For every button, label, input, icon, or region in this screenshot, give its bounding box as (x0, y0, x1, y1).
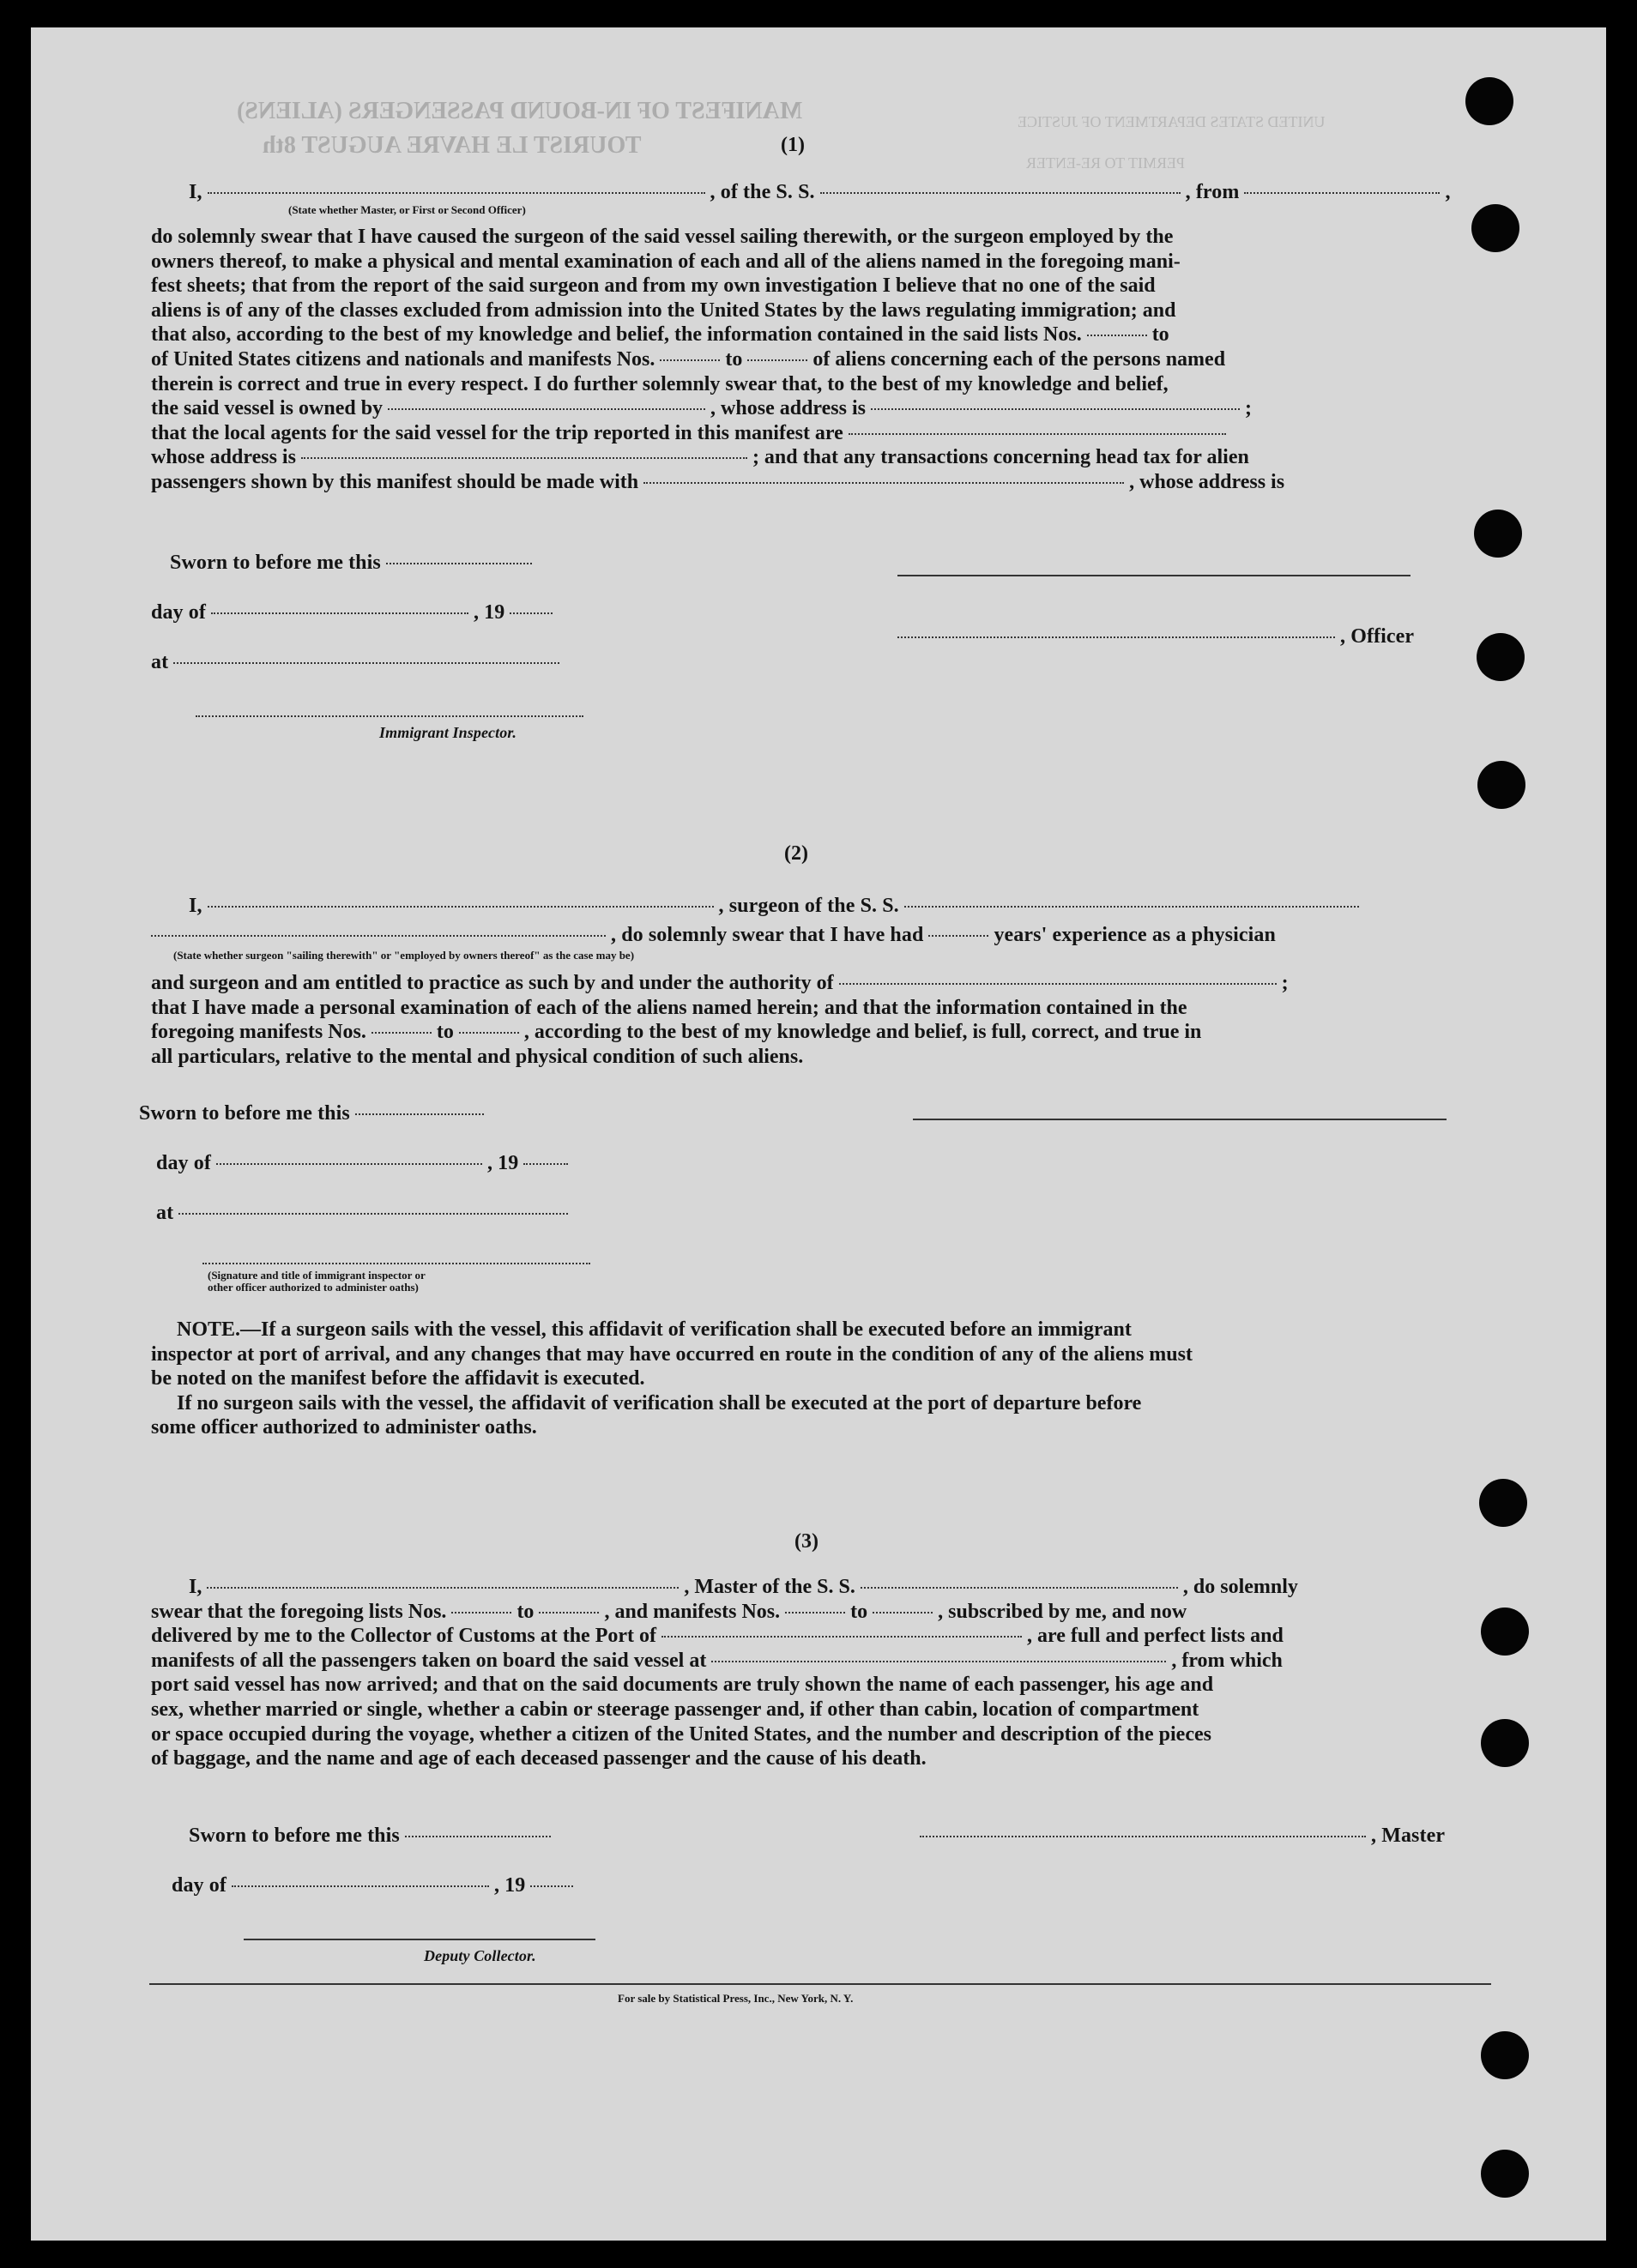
binder-hole (1477, 761, 1525, 809)
sec3-day-of: day of , 19 (172, 1873, 578, 1898)
sec3-para: I, , Master of the S. S. , do solemnly swear that the foregoing lists Nos. to , and manifests Nos. to , subscribed by me, and now delivered by me to the Collector of Customs at the Port of , are full and perfect lists and manifests of all the passengers taken on board the said vessel at , from which port said vessel has now arrived; and that on the said documents are truly shown the name of each passenger, his age and sex, whether married or single, whether a cabin or steerage passenger and, if other than cabin, location of compartment or space occupied during the voyage, whether a citizen of the United States, and the number and description of the pieces of baggage, and the name and age of each deceased passenger and the cause of his death. (151, 1576, 1298, 1770)
form-page (31, 27, 1606, 2241)
bleed-through-text: PERMIT TO RE-ENTER (1026, 154, 1186, 172)
sec2-para: and surgeon and am entitled to practice as such by and under the authority of ; that I have made a personal examination of each of the aliens named herein; and that the information contained in the foregoing manifests Nos. to , according to the best of my knowledge and belief, is full, correct, and true in all particulars, relative to the mental and physical condition of such aliens. (151, 972, 1289, 1068)
sec3-collector-label: Deputy Collector. (424, 1947, 536, 1964)
section-2-number: (2) (784, 842, 808, 865)
sec3-sworn: Sworn to before me this (189, 1824, 556, 1849)
footer-printer: For sale by Statistical Press, Inc., New York, N. Y. (618, 1992, 854, 2005)
sec2-sig-note: (Signature and title of immigrant inspector or other officer authorized to administer oaths) (208, 1269, 426, 1294)
binder-hole (1481, 2031, 1529, 2079)
sec1-inspector-label: Immigrant Inspector. (379, 724, 517, 741)
binder-hole (1477, 633, 1525, 681)
sec1-at: at (151, 650, 565, 675)
bleed-through-text: UNITED STATES DEPARTMENT OF JUSTICE (1018, 113, 1326, 130)
binder-hole (1479, 1479, 1527, 1527)
sec1-signature-line (897, 575, 1410, 576)
sec1-line-i: I, , of the S. S. , from , (189, 181, 1451, 203)
sec2-signature-dotline (202, 1263, 590, 1264)
note-label: NOTE. (177, 1318, 241, 1341)
sec2-line-i: I, , surgeon of the S. S. (189, 894, 1364, 919)
section-3-number: (3) (794, 1530, 818, 1553)
binder-hole (1471, 204, 1519, 252)
sec2-line-swear: , do solemnly swear that I have had years' experience as a physician (151, 923, 1276, 948)
section-1-number: (1) (781, 134, 805, 156)
bleed-through-text: MANIFEST OF IN-BOUND PASSENGERS (ALIENS) (237, 98, 803, 124)
bleed-through-text: TOURIST LE HAVRE AUGUST 8th (263, 132, 642, 159)
sec1-inspector-line (196, 715, 583, 717)
sec2-state-note: (State whether surgeon "sailing therewith" or "employed by owners thereof" as the case may be) (173, 949, 635, 962)
binder-hole (1481, 2150, 1529, 2198)
sec1-state-note: (State whether Master, or First or Second Officer) (288, 203, 526, 216)
sec1-day-of: day of , 19 (151, 600, 558, 625)
sec3-collector-line (244, 1939, 595, 1940)
sec1-sworn: Sworn to before me this (170, 551, 537, 576)
binder-hole (1465, 77, 1513, 125)
sec2-sworn: Sworn to before me this (139, 1101, 489, 1126)
sec2-signature-line (913, 1119, 1447, 1120)
sec2-at: at (156, 1201, 573, 1226)
sec1-officer: , Officer (897, 624, 1414, 649)
sec2-day-of: day of , 19 (156, 1151, 573, 1176)
footer-rule (149, 1983, 1491, 1985)
note-block: NOTE.—If a surgeon sails with the vessel, this affidavit of verification shall be executed before an immigrant inspector at port of arrival, and any changes that may have occurred en route in the condition of any of the aliens must be noted on the manifest before the affidavit is executed. If no surgeon sails with the vessel, the affidavit of verification shall be executed at the port of departure before some officer authorized to administer oaths. (151, 1318, 1193, 1439)
binder-hole (1474, 510, 1522, 558)
sec3-master: , Master (920, 1824, 1445, 1849)
sec1-para: do solemnly swear that I have caused the surgeon of the said vessel sailing therewith, or the surgeon employed by the owners thereof, to make a physical and mental examination of each and all of the aliens named in the foregoing mani- fest sheets; that from the report of the said surgeon and from my own investigation I believe that no one of the said aliens is of any of the classes excluded from admission into the United States by the laws regulating immigration; and that also, according to the best of my knowledge and belief, the information contained in the said lists Nos. to of United States citizens and nationals and manifests Nos. to of aliens concerning each of the persons named therein is correct and true in every respect. I do further solemnly swear that, to the best of my knowledge and belief, the said vessel is owned by , whose address is ; that the local agents for the said vessel for the trip reported in this manifest are whose address is ; and that any transactions concerning head tax for alien passengers shown by this manifest should be made with , whose address is (151, 226, 1285, 493)
